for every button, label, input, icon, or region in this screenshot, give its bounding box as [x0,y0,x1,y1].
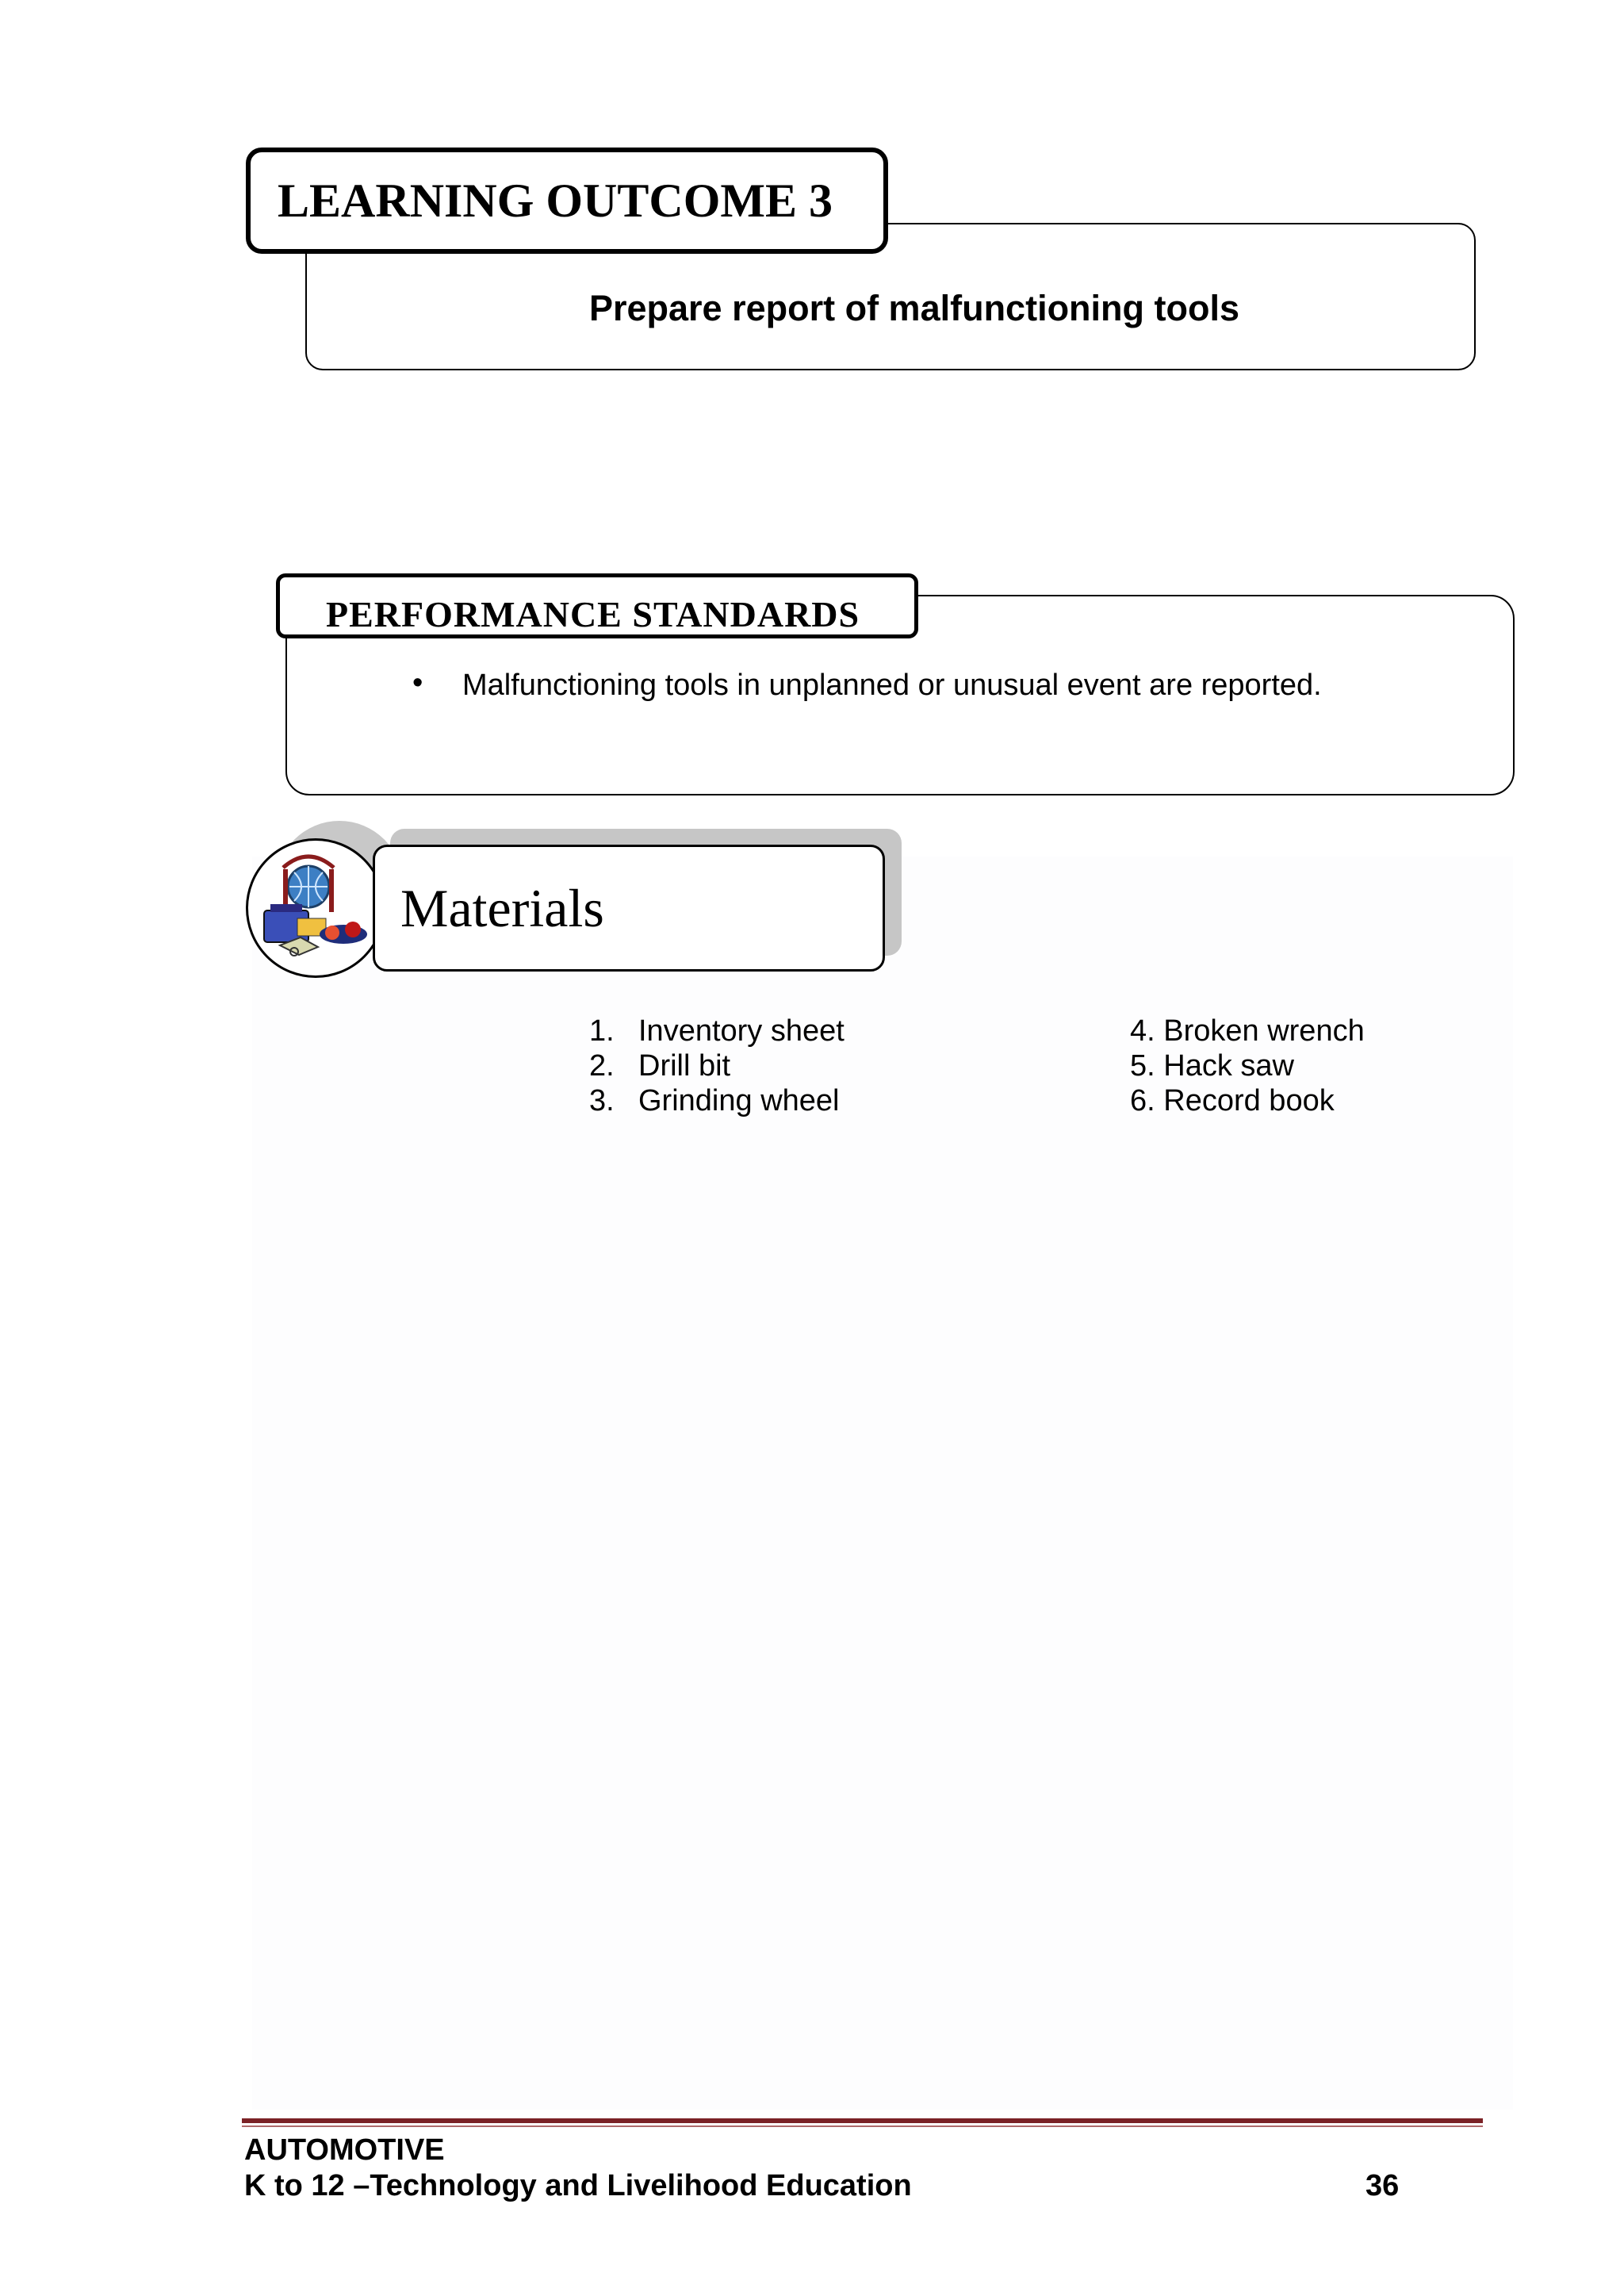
learning-outcome-subtitle: Prepare report of malfunctioning tools [588,288,1240,328]
footer-title: AUTOMOTIVE [244,2133,445,2167]
materials-list-left [589,1014,845,1118]
list-item: 6. Record book [1130,1084,1335,1117]
materials-title: Materials [400,877,604,938]
materials-icon [246,838,385,978]
materials-header [373,845,885,972]
learning-outcome-title-text: LEARNING OUTCOME 3 [278,174,833,227]
footer-subtitle: K to 12 –Technology and Livelihood Education [244,2169,912,2202]
list-item: 3. Grinding wheel [589,1084,840,1117]
list-item: 1. Inventory sheet [589,1014,845,1048]
list-item: 2. Drill bit [589,1049,731,1083]
footer-divider-thin [242,2125,1483,2127]
footer-divider [242,2118,1483,2123]
performance-standards-title: PERFORMANCE STANDARDS [326,594,860,634]
page-number: 36 [1365,2169,1400,2202]
performance-standard-item: Malfunctioning tools in unplanned or unusual event are reported. [462,669,1322,702]
list-item: 4. Broken wrench [1130,1014,1365,1048]
learning-outcome-title [246,148,888,254]
performance-standards-tab [276,573,918,638]
toolbox-globe-icon [248,841,385,978]
materials-list-right [1130,1014,1365,1118]
bullet-icon: • [412,666,423,700]
list-item: 5. Hack saw [1130,1049,1294,1083]
